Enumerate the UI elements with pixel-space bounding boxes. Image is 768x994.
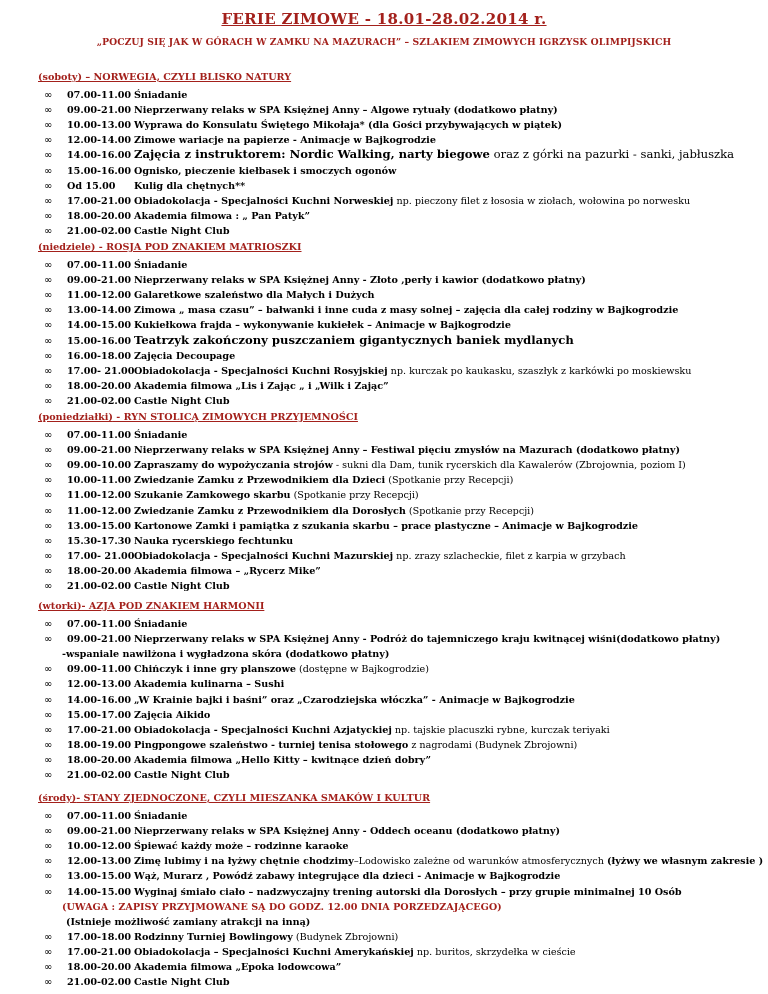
infinity-bullet-icon: ∞	[44, 135, 53, 147]
event-description	[134, 811, 187, 823]
infinity-bullet-icon: ∞	[44, 886, 53, 898]
event-details: (Spotkanie przy Recepcji)	[290, 490, 419, 502]
event-title: Zapraszamy do wypożyczania strojów	[134, 460, 333, 472]
schedule-row	[0, 489, 768, 505]
infinity-bullet-icon: ∞	[44, 550, 53, 562]
event-description	[134, 521, 638, 533]
event-description	[134, 226, 230, 238]
schedule-row	[0, 180, 768, 196]
event-time: 18.00-20.00	[67, 754, 132, 766]
event-title: Teatrzyk zakończony puszczaniem gigantycznych baniek mydlanych	[134, 332, 574, 347]
event-details: z nagrodami (Budynek Zbrojowni)	[408, 739, 578, 751]
infinity-bullet-icon: ∞	[44, 120, 53, 132]
infinity-bullet-icon: ∞	[44, 709, 53, 721]
event-details: np. pieczony filet z łososia w ziołach, wołowina po norwesku	[393, 195, 691, 207]
schedule-row	[0, 505, 768, 521]
event-time: Od 15.00	[67, 180, 116, 192]
event-details: (dostępne w Bajkogrodzie)	[295, 664, 429, 676]
event-time: 12.00-14.00	[67, 135, 132, 147]
section-heading	[38, 601, 264, 612]
event-title: Zimę lubimy i na łyżwy chętnie chodzimy	[134, 856, 354, 868]
event-time: 18.00-20.00	[67, 962, 132, 973]
schedule-row	[0, 618, 768, 634]
event-description	[134, 430, 187, 442]
event-description	[134, 135, 436, 147]
event-details: np. tajskie placuszki rybne, kurczak teriyaki	[391, 724, 610, 736]
infinity-bullet-icon: ∞	[44, 841, 53, 853]
section-day: (środy)	[38, 793, 77, 804]
schedule-row	[0, 976, 768, 992]
event-time: 09.00-21.00	[67, 105, 132, 117]
event-description	[134, 475, 513, 487]
event-time: 12.00-13.00	[67, 679, 132, 691]
event-description	[134, 962, 341, 974]
event-time: 11.00-12.00	[67, 505, 132, 517]
event-title: Nieprzerwany relaks w SPA Księżnej Anny – Festiwal pięciu zmysłów na Mazurach (dodatkowo płatny)	[134, 445, 681, 457]
event-title: Nieprzerwany relaks w SPA Księżnej Anny - Podróż do tajemniczego kraju kwitnącej wiśni(dodatkowo płatny)	[134, 634, 721, 646]
event-title: Pingpongowe szaleństwo - turniej tenisa stołowego	[134, 739, 409, 751]
event-time: 18.00-20.00	[67, 380, 132, 392]
event-details: oraz z górki na pazurki - sanki, jabłuszka	[489, 147, 735, 162]
event-title: Zwiedzanie Zamku z Przewodnikiem dla Dzieci	[134, 475, 386, 487]
infinity-bullet-icon: ∞	[44, 770, 53, 781]
section-day: (wtorki)	[38, 601, 82, 612]
infinity-bullet-icon: ∞	[44, 165, 53, 177]
schedule-row	[0, 459, 768, 475]
event-time: 13.00-15.00	[67, 520, 132, 532]
schedule-row	[0, 444, 768, 460]
event-time: 10.00-11.00	[67, 475, 132, 487]
event-time: 13.00-14.00	[67, 305, 132, 317]
section-heading	[38, 793, 430, 804]
infinity-bullet-icon: ∞	[44, 535, 53, 547]
schedule-row	[0, 825, 768, 841]
event-title: Zimowe wariacje na papierze - Animacje w Bajkogrodzie	[134, 135, 436, 147]
event-time: 16.00-18.00	[67, 350, 132, 362]
infinity-bullet-icon: ∞	[44, 694, 53, 706]
schedule-row	[0, 810, 768, 826]
infinity-bullet-icon: ∞	[44, 475, 53, 487]
infinity-bullet-icon: ∞	[44, 931, 53, 943]
event-title: Rodzinny Turniej Bowlingowy	[134, 931, 293, 943]
event-time: 21.00-02.00	[67, 770, 132, 781]
event-description	[134, 710, 210, 722]
event-time: 07.00-11.00	[67, 811, 132, 822]
event-title: „W Krainie bajki i baśni” oraz „Czarodziejska włóczka” - Animacje w Bajkogrodzie	[134, 694, 575, 706]
infinity-bullet-icon: ∞	[44, 430, 53, 441]
schedule-row	[0, 633, 768, 649]
event-title: Galaretkowe szaleństwo dla Małych i Dużych	[134, 290, 375, 302]
event-time: 12.00-13.00	[67, 856, 132, 868]
section-day: (soboty)	[38, 72, 82, 83]
event-description	[134, 566, 321, 578]
infinity-bullet-icon: ∞	[44, 460, 53, 472]
event-title: Nieprzerwany relaks w SPA Księżnej Anny - Oddech oceanu (dodatkowo płatny)	[134, 826, 561, 838]
event-description	[134, 90, 187, 102]
infinity-bullet-icon: ∞	[44, 520, 53, 532]
infinity-bullet-icon: ∞	[44, 210, 53, 222]
infinity-bullet-icon: ∞	[44, 962, 53, 973]
event-title: Zajęcia Decoupage	[134, 350, 236, 362]
schedule-row	[0, 550, 768, 566]
event-time: 14.00-15.00	[67, 320, 132, 332]
event-time: 17.00- 21.00	[67, 365, 135, 377]
event-time: 14.00-16.00	[67, 694, 132, 706]
infinity-bullet-icon: ∞	[44, 739, 53, 751]
infinity-bullet-icon: ∞	[44, 305, 53, 317]
event-description	[134, 581, 230, 593]
event-time: 15.00-17.00	[67, 709, 132, 721]
event-time: 14.00-15.00	[67, 886, 132, 898]
section-day: (poniedziałki)	[38, 412, 113, 423]
event-title: Zajęcia z instruktorem: Nordic Walking, narty biegowe	[134, 147, 490, 162]
section-theme: - STANY ZJEDNOCZONE, CZYLI MIESZANKA SMAKÓW I KULTUR	[76, 793, 431, 804]
schedule-row	[0, 289, 768, 305]
event-time: 14.00-16.00	[67, 150, 132, 162]
event-description	[134, 679, 284, 691]
infinity-bullet-icon: ∞	[44, 946, 53, 958]
event-description	[134, 366, 691, 378]
event-description	[134, 275, 586, 287]
schedule-row	[0, 210, 768, 226]
infinity-bullet-icon: ∞	[44, 619, 53, 630]
page-title: FERIE ZIMOWE - 18.01-28.02.2014 r.	[221, 10, 547, 28]
infinity-bullet-icon: ∞	[44, 320, 53, 332]
event-title: Kartonowe Zamki i pamiątka z szukania skarbu – prace plastyczne – Animacje w Bajkogrodzie	[134, 520, 638, 532]
event-time: 17.00-21.00	[67, 195, 132, 207]
infinity-bullet-icon: ∞	[44, 395, 53, 407]
event-title: Obiadokolacja - Specjalności Kuchni Rosyjskiej	[134, 365, 388, 377]
event-description	[134, 120, 562, 132]
event-title: Obiadokolacja - Specjalności Kuchni Norweskiej	[134, 195, 394, 207]
event-description	[134, 196, 690, 208]
infinity-bullet-icon: ∞	[44, 679, 53, 691]
event-description	[134, 619, 187, 631]
infinity-bullet-icon: ∞	[44, 505, 53, 517]
event-time: 17.00- 21.00	[67, 550, 135, 562]
schedule-row	[0, 724, 768, 740]
event-description	[134, 947, 576, 959]
schedule-row	[0, 961, 768, 977]
section-theme: - ROSJA POD ZNAKIEM MATRIOSZKI	[95, 242, 302, 253]
event-time: 09.00-21.00	[67, 634, 132, 646]
event-title: Akademia filmowa „Lis i Zając „ i „Wilk i Zając”	[134, 380, 389, 392]
schedule-row	[0, 395, 768, 411]
event-description	[134, 351, 235, 363]
event-details: (Budynek Zbrojowni)	[292, 931, 399, 943]
event-time: 21.00-02.00	[67, 581, 132, 592]
event-title: Wąż, Murarz , Powódź zabawy integrujące dla dzieci - Animacje w Bajkogrodzie	[134, 871, 561, 883]
event-description	[134, 755, 431, 767]
schedule-row	[0, 474, 768, 490]
schedule-row	[0, 855, 768, 871]
event-time: 07.00-11.00	[67, 260, 132, 271]
schedule-row	[0, 520, 768, 536]
event-description	[134, 634, 720, 646]
schedule-row	[0, 304, 768, 320]
event-description	[134, 551, 626, 563]
event-title: Castle Night Club	[134, 770, 230, 781]
infinity-bullet-icon: ∞	[44, 871, 53, 883]
event-time: 17.00-21.00	[67, 946, 132, 958]
page-subtitle: „POCZUJ SIĘ JAK W GÓRACH W ZAMKU NA MAZURACH” – SZLAKIEM ZIMOWYCH IGRZYSK OLIMPIJSKICH	[96, 37, 672, 48]
schedule-row	[0, 104, 768, 120]
infinity-bullet-icon: ∞	[44, 195, 53, 207]
event-time: 15.30-17.30	[67, 535, 132, 547]
event-time: 18.00-20.00	[67, 565, 132, 577]
schedule-row	[0, 739, 768, 755]
schedule-row	[0, 886, 768, 902]
infinity-bullet-icon: ∞	[44, 856, 53, 868]
event-title: Śniadanie	[134, 260, 188, 271]
event-description	[134, 536, 293, 548]
event-description	[134, 740, 577, 752]
infinity-bullet-icon: ∞	[44, 350, 53, 362]
infinity-bullet-icon: ∞	[44, 445, 53, 457]
event-description	[134, 977, 230, 989]
schedule-row	[0, 931, 768, 947]
event-description	[134, 826, 560, 838]
schedule-row	[0, 754, 768, 770]
event-description	[134, 305, 678, 317]
schedule-row	[0, 259, 768, 275]
event-time: 11.00-12.00	[67, 490, 132, 502]
event-description	[134, 290, 375, 302]
event-description	[134, 334, 574, 346]
section-theme: - RYN STOLICĄ ZIMOWYCH PRZYJEMNOŚCI	[112, 412, 358, 423]
event-description	[134, 181, 245, 193]
event-time: 09.00-21.00	[67, 826, 132, 838]
infinity-bullet-icon: ∞	[44, 826, 53, 838]
event-title: Wyprawa do Konsulatu Świętego Mikołaja* (dla Gości przybywających w piątek)	[134, 120, 563, 132]
event-description	[134, 396, 230, 408]
infinity-bullet-icon: ∞	[44, 490, 53, 502]
event-description	[134, 166, 396, 178]
schedule-row	[0, 535, 768, 551]
infinity-bullet-icon: ∞	[44, 664, 53, 676]
event-description	[134, 695, 575, 707]
event-title: Obiadokolacja – Specjalności Kuchni Amerykańskiej	[134, 946, 414, 958]
event-time: 15.00-16.00	[67, 165, 132, 177]
schedule-row	[0, 565, 768, 581]
infinity-bullet-icon: ∞	[44, 150, 53, 162]
event-details: - sukni dla Dam, tunik rycerskich dla Kawalerów (Zbrojownia, poziom I)	[332, 460, 686, 472]
infinity-bullet-icon: ∞	[44, 290, 53, 302]
event-title: Zwiedzanie Zamku z Przewodnikiem dla Dorosłych	[134, 505, 406, 517]
schedule-row	[0, 89, 768, 105]
event-time: 07.00-11.00	[67, 90, 132, 101]
schedule-row	[0, 195, 768, 211]
event-description	[134, 856, 763, 868]
swap-note: (Istnieje możliwość zamiany atrakcji na inną)	[66, 916, 311, 928]
event-details: np. zrazy szlacheckie, filet z karpia w grzybach	[393, 550, 626, 562]
event-time: 13.00-15.00	[67, 871, 132, 883]
event-time: 10.00-13.00	[67, 120, 132, 132]
event-time: 17.00-18.00	[67, 931, 132, 943]
event-title: Nieprzerwany relaks w SPA Księżnej Anny – Algowe rytuały (dodatkowo płatny)	[134, 105, 558, 117]
spa-continuation: -wspaniale nawilżona i wygładzona skóra (dodatkowo płatny)	[62, 649, 390, 661]
schedule-row	[0, 769, 768, 785]
schedule-row	[0, 709, 768, 725]
event-title: Kulig dla chętnych**	[134, 180, 246, 192]
event-title: Śpiewać każdy może – rodzinne karaoke	[134, 841, 349, 853]
event-time: 07.00-11.00	[67, 430, 132, 441]
infinity-bullet-icon: ∞	[44, 90, 53, 101]
section-heading	[38, 412, 358, 423]
schedule-row	[0, 870, 768, 886]
schedule-row	[0, 946, 768, 962]
section-theme: - AZJA POD ZNAKIEM HARMONII	[81, 601, 265, 612]
infinity-bullet-icon: ∞	[44, 275, 53, 287]
event-note: (łyżwy we własnym zakresie )	[606, 856, 764, 868]
event-time: 10.00-12.00	[67, 841, 132, 853]
event-title: Castle Night Club	[134, 977, 230, 989]
event-description	[134, 871, 560, 883]
event-description	[134, 725, 610, 737]
event-title: Akademia filmowa „Hello Kitty – kwitnące dzień dobry”	[134, 754, 432, 766]
event-title: Castle Night Club	[134, 225, 230, 237]
event-title: Wyginaj śmiało ciało – nadzwyczajny trening autorski dla Dorosłych – przy grupie minimalnej 10 Osób	[134, 886, 682, 898]
schedule-row	[0, 694, 768, 710]
infinity-bullet-icon: ∞	[44, 565, 53, 577]
event-title: Śniadanie	[134, 619, 188, 630]
event-details: np. kurczak po kaukasku, szaszłyk z karkówki po moskiewsku	[387, 365, 692, 377]
infinity-bullet-icon: ∞	[44, 811, 53, 822]
event-title: Szukanie Zamkowego skarbu	[134, 490, 291, 502]
event-title: Obiadokolacja - Specjalności Kuchni Azjatyckiej	[134, 724, 392, 736]
event-details: (Spotkanie przy Recepcji)	[385, 475, 514, 487]
schedule-row	[0, 165, 768, 181]
schedule-row	[0, 332, 768, 351]
section-day: (niedziele)	[38, 242, 96, 253]
event-details: –Lodowisko zależne od warunków atmosferycznych	[353, 856, 607, 868]
event-title: Zajęcia Aikido	[134, 709, 211, 721]
event-time: 21.00-02.00	[67, 225, 132, 237]
event-time: 17.00-21.00	[67, 724, 132, 736]
event-title: Castle Night Club	[134, 395, 230, 407]
event-time: 21.00-02.00	[67, 977, 132, 989]
schedule-row	[0, 119, 768, 135]
event-title: Chińczyk i inne gry planszowe	[134, 664, 296, 676]
event-time: 11.00-12.00	[67, 290, 132, 302]
event-details: (Spotkanie przy Recepcji)	[405, 505, 534, 517]
event-title: Śniadanie	[134, 90, 188, 101]
infinity-bullet-icon: ∞	[44, 724, 53, 736]
infinity-bullet-icon: ∞	[44, 977, 53, 989]
schedule-row	[0, 365, 768, 381]
event-title: Akademia filmowa „Epoka lodowcowa”	[134, 962, 342, 973]
event-time: 09.00-11.00	[67, 664, 132, 676]
event-description	[134, 320, 511, 332]
event-title: Nieprzerwany relaks w SPA Księżnej Anny - Złoto ,perły i kawior (dodatkowo płatny)	[134, 275, 586, 287]
event-description	[134, 148, 734, 160]
infinity-bullet-icon: ∞	[44, 365, 53, 377]
infinity-bullet-icon: ∞	[44, 260, 53, 271]
event-title: Ognisko, pieczenie kiełbasek i smoczych ogonów	[134, 165, 397, 177]
event-description	[134, 381, 389, 393]
section-heading	[38, 242, 302, 253]
infinity-bullet-icon: ∞	[44, 105, 53, 117]
event-title: Akademia filmowa : „ Pan Patyk”	[134, 210, 311, 222]
event-title: Castle Night Club	[134, 581, 230, 592]
infinity-bullet-icon: ∞	[44, 380, 53, 392]
infinity-bullet-icon: ∞	[44, 180, 53, 192]
event-time: 15.00-16.00	[67, 335, 132, 347]
event-description	[134, 664, 429, 676]
event-description	[134, 460, 686, 472]
event-title: Obiadokolacja - Specjalności Kuchni Mazurskiej	[134, 550, 394, 562]
schedule-row	[0, 840, 768, 856]
event-description	[134, 887, 682, 899]
event-description	[134, 490, 419, 502]
event-title: Śniadanie	[134, 811, 188, 822]
event-time: 07.00-11.00	[67, 619, 132, 630]
event-description	[134, 260, 187, 272]
schedule-row	[0, 274, 768, 290]
infinity-bullet-icon: ∞	[44, 634, 53, 646]
infinity-bullet-icon: ∞	[44, 581, 53, 592]
event-time: 21.00-02.00	[67, 395, 132, 407]
event-title: Kukiełkowa frajda – wykonywanie kukiełek – Animacje w Bajkogrodzie	[134, 320, 511, 332]
schedule-row	[0, 580, 768, 596]
infinity-bullet-icon: ∞	[44, 754, 53, 766]
section-heading	[38, 72, 291, 83]
event-description	[134, 841, 349, 853]
event-title: Akademia kulinarna – Sushi	[134, 679, 285, 691]
event-time: 09.00-10.00	[67, 460, 132, 472]
event-title: Nauka rycerskiego fechtunku	[134, 535, 294, 547]
event-time: 09.00-21.00	[67, 275, 132, 287]
event-title: Śniadanie	[134, 430, 188, 441]
event-description	[134, 211, 310, 223]
schedule-row	[0, 149, 768, 165]
event-description	[134, 506, 534, 518]
event-time: 18.00-19.00	[67, 739, 132, 751]
schedule-row	[0, 350, 768, 366]
event-details: np. buritos, skrzydełka w cieście	[413, 946, 576, 958]
schedule-row	[0, 678, 768, 694]
event-description	[134, 770, 230, 782]
event-time: 18.00-20.00	[67, 210, 132, 222]
signup-notice: (UWAGA : ZAPISY PRZYJMOWANE SĄ DO GODZ. 12.00 DNIA PORZEDZAJĄCEGO)	[62, 901, 502, 913]
schedule-row	[0, 429, 768, 445]
event-time: 09.00-21.00	[67, 445, 132, 457]
event-description	[134, 932, 398, 944]
schedule-row	[0, 663, 768, 679]
event-title: Akademia filmowa – „Rycerz Mike”	[134, 565, 321, 577]
infinity-bullet-icon: ∞	[44, 225, 53, 237]
section-theme: – NORWEGIA, CZYLI BLISKO NATURY	[82, 72, 292, 83]
schedule-row	[0, 225, 768, 241]
event-description	[134, 445, 680, 457]
schedule-row	[0, 380, 768, 396]
event-description	[134, 105, 558, 117]
infinity-bullet-icon: ∞	[44, 335, 53, 347]
event-title: Zimowa „ masa czasu” – bałwanki i inne cuda z masy solnej – zajęcia dla całej rodziny w Bajkogrodzie	[134, 305, 679, 317]
